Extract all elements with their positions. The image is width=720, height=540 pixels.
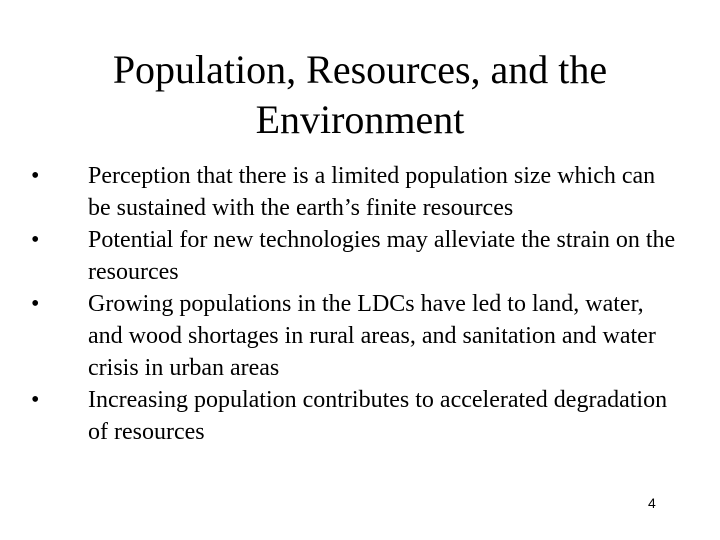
bullet-icon: •	[31, 163, 40, 189]
bullet-list	[30, 160, 680, 448]
title-line-2: Environment	[255, 97, 465, 142]
page-number: 4	[648, 495, 656, 511]
bullet-icon: •	[31, 227, 40, 253]
bullet-text: Growing populations in the LDCs have led to land, water, and wood shortages in rural areas, and sanitation and water crisis in urban areas	[88, 291, 656, 381]
title-line-1: Population, Resources, and the	[112, 47, 608, 92]
bullet-text: Increasing population contributes to accelerated degradation of resources	[88, 387, 668, 445]
bullet-text: Potential for new technologies may alleviate the strain on the resources	[88, 227, 676, 285]
bullet-text: Perception that there is a limited population size which can be sustained with the earth’s finite resources	[88, 163, 656, 221]
bullet-item	[30, 288, 680, 384]
bullet-item	[30, 224, 680, 288]
bullet-icon: •	[31, 291, 40, 317]
slide-title	[60, 45, 660, 145]
bullet-item	[30, 384, 680, 448]
bullet-item	[30, 160, 680, 224]
bullet-icon: •	[31, 387, 40, 413]
